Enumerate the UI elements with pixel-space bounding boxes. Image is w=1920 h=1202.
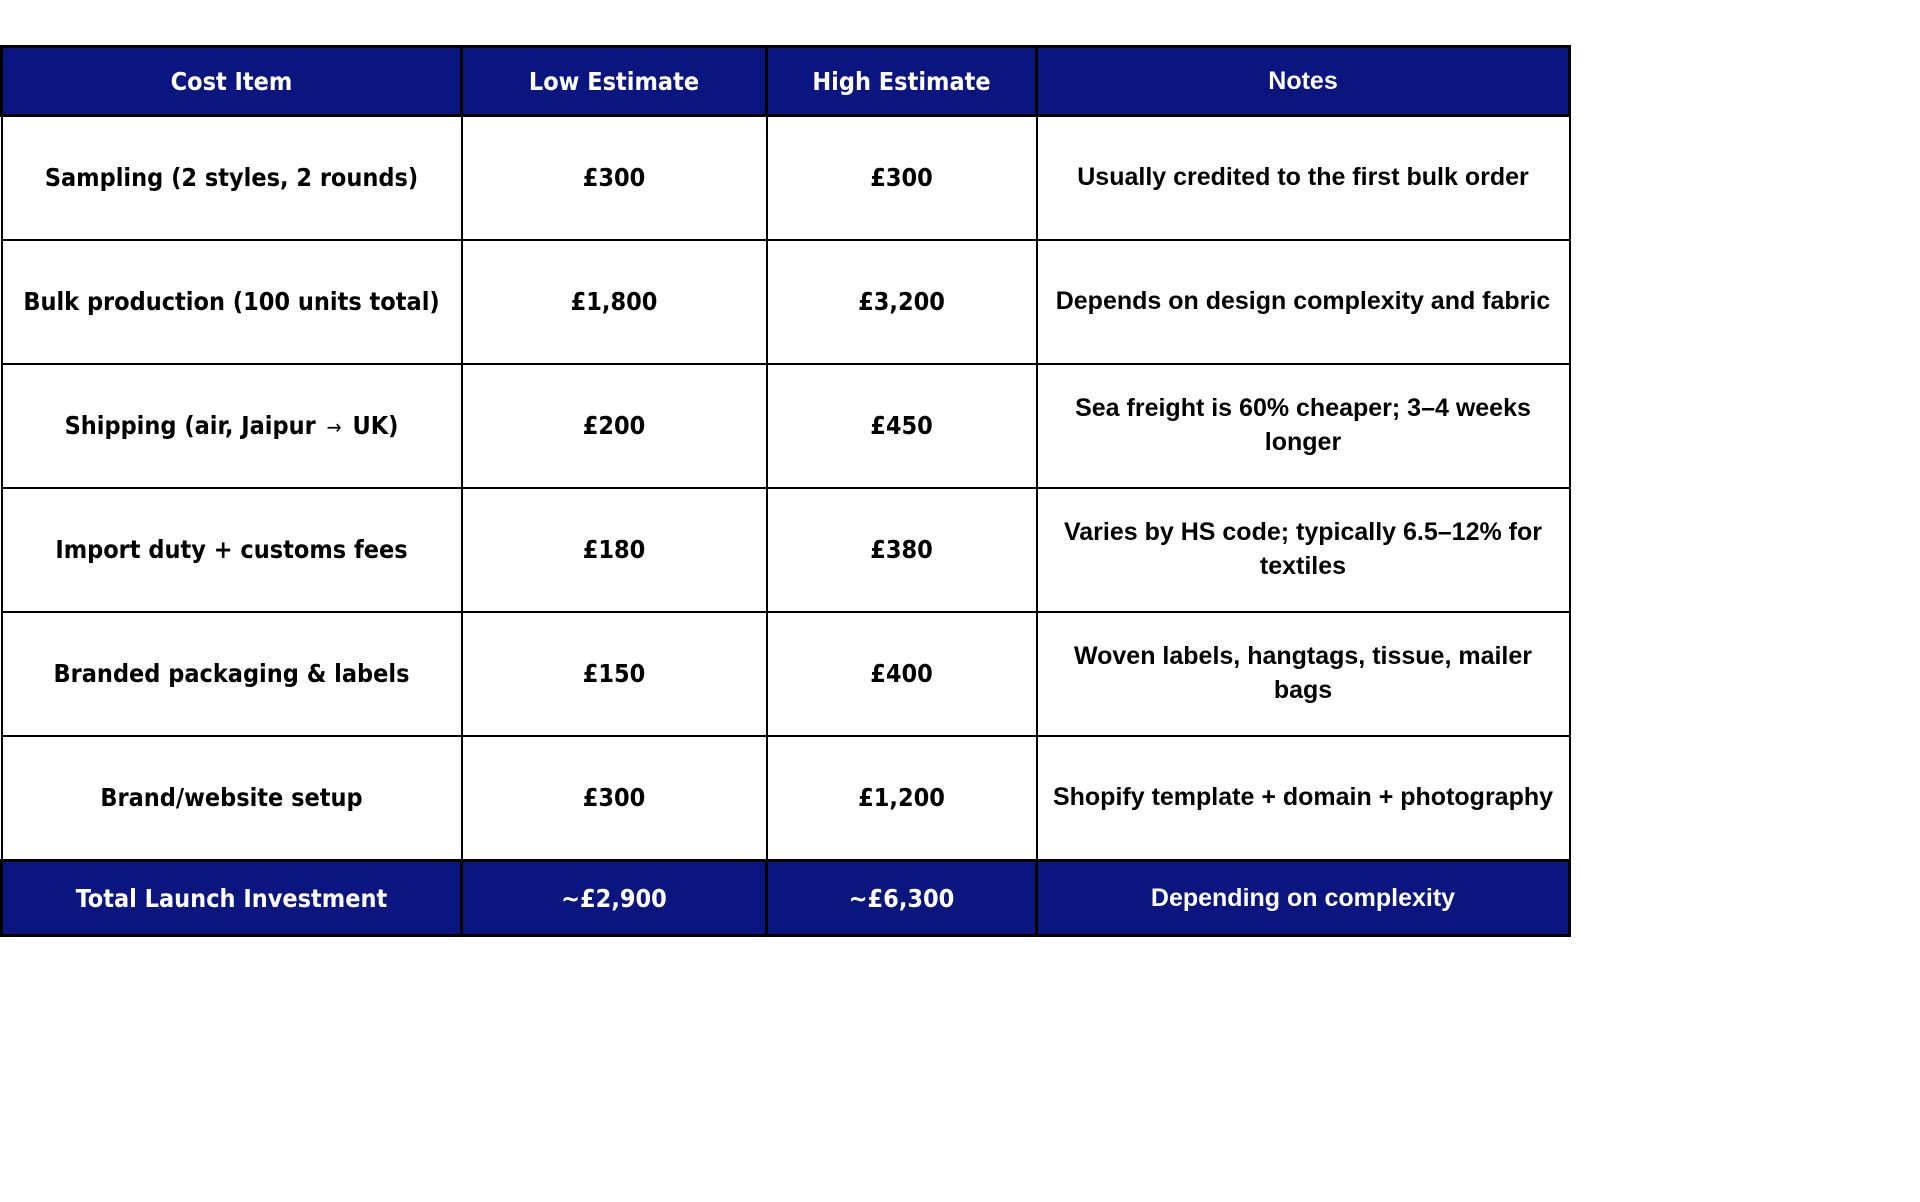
cell-high-estimate: £450 (767, 364, 1037, 488)
cell-notes: Shopify template + domain + photography (1037, 736, 1570, 861)
cell-low-estimate: £300 (462, 116, 767, 241)
column-header-high-estimate: High Estimate (767, 47, 1037, 116)
cell-notes: Woven labels, hangtags, tissue, mailer bags (1037, 612, 1570, 736)
table-row (2, 116, 1570, 241)
cell-low-estimate: £150 (462, 612, 767, 736)
cell-cost-item: Bulk production (100 units total) (2, 240, 462, 364)
cell-low-estimate: £300 (462, 736, 767, 861)
cell-total-label: Total Launch Investment (2, 861, 462, 936)
cell-low-estimate: £1,800 (462, 240, 767, 364)
column-header-cost-item: Cost Item (2, 47, 462, 116)
shipping-destination-text: UK) (344, 411, 399, 441)
cell-high-estimate: £380 (767, 488, 1037, 612)
cell-low-estimate: £200 (462, 364, 767, 488)
cell-cost-item: Branded packaging & labels (2, 612, 462, 736)
cell-cost-item: Sampling (2 styles, 2 rounds) (2, 116, 462, 241)
cell-notes: Varies by HS code; typically 6.5–12% for textiles (1037, 488, 1570, 612)
cell-total-notes: Depending on complexity (1037, 861, 1570, 936)
cell-notes: Sea freight is 60% cheaper; 3–4 weeks longer (1037, 364, 1570, 488)
cell-notes: Usually credited to the first bulk order (1037, 116, 1570, 241)
cost-breakdown-table (0, 45, 1571, 937)
cell-total-low-estimate: ~£2,900 (462, 861, 767, 936)
table-total-row (2, 861, 1570, 936)
cell-high-estimate: £3,200 (767, 240, 1037, 364)
cost-breakdown-table-container (0, 45, 1568, 937)
cell-cost-item: Brand/website setup (2, 736, 462, 861)
cell-high-estimate: £400 (767, 612, 1037, 736)
cell-total-high-estimate: ~£6,300 (767, 861, 1037, 936)
cell-cost-item (2, 364, 462, 488)
table-row (2, 488, 1570, 612)
right-arrow-icon: → (326, 415, 342, 440)
column-header-low-estimate: Low Estimate (462, 47, 767, 116)
cell-low-estimate: £180 (462, 488, 767, 612)
cell-high-estimate: £300 (767, 116, 1037, 241)
table-row (2, 364, 1570, 488)
table-row (2, 736, 1570, 861)
cell-high-estimate: £1,200 (767, 736, 1037, 861)
table-row (2, 612, 1570, 736)
table-row (2, 240, 1570, 364)
cell-cost-item: Import duty + customs fees (2, 488, 462, 612)
column-header-notes: Notes (1037, 47, 1570, 116)
shipping-origin-text: Shipping (air, Jaipur (64, 411, 324, 441)
table-header-row (2, 47, 1570, 116)
cell-notes: Depends on design complexity and fabric (1037, 240, 1570, 364)
